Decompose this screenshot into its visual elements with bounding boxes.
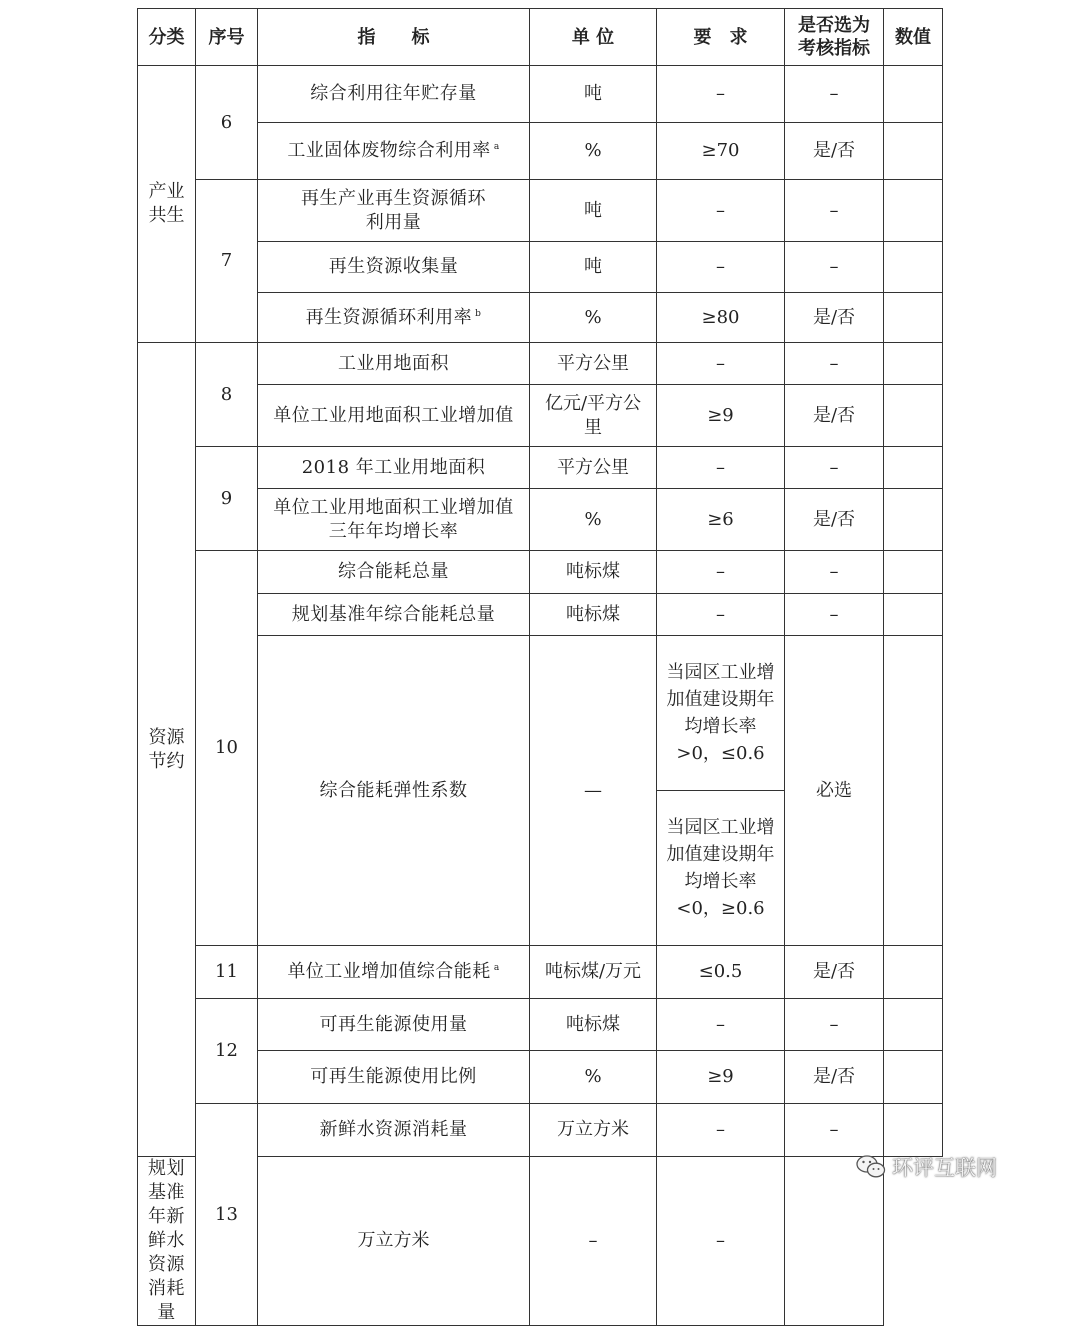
- header-category: 分类: [138, 9, 196, 66]
- indicator-cell: 2018 年工业用地面积: [258, 447, 530, 489]
- unit-cell: %: [530, 293, 657, 343]
- requirement-cell: ≥9: [657, 1051, 785, 1104]
- unit-cell: 平方公里: [530, 343, 657, 385]
- value-cell: [884, 385, 943, 447]
- requirement-cell: 当园区工业增加值建设期年均增长率>0，≤0.6: [657, 636, 785, 791]
- assessment-cell: 是/否: [785, 946, 884, 999]
- header-row: [138, 9, 943, 66]
- category-cell: 产业共生: [138, 66, 196, 343]
- header-value: 数值: [884, 9, 943, 66]
- unit-cell: 万立方米: [258, 1157, 530, 1326]
- table-row: [138, 946, 943, 999]
- indicator-cell: 再生资源收集量: [258, 242, 530, 293]
- unit-cell: 万立方米: [530, 1104, 657, 1157]
- header-seq: 序号: [196, 9, 258, 66]
- indicator-cell: 综合能耗总量: [258, 551, 530, 594]
- assessment-cell: –: [785, 1104, 884, 1157]
- value-cell: [884, 242, 943, 293]
- value-cell: [884, 293, 943, 343]
- table-row: [138, 447, 943, 489]
- value-cell: [884, 489, 943, 551]
- table-row: [138, 242, 943, 293]
- seq-cell: 12: [196, 999, 258, 1104]
- requirement-cell: –: [530, 1157, 657, 1326]
- indicator-cell: 单位工业增加值综合能耗 $^a$: [258, 946, 530, 999]
- requirement-cell: –: [657, 1104, 785, 1157]
- table-row: [138, 343, 943, 385]
- header-unit: 单 位: [530, 9, 657, 66]
- requirement-cell: –: [657, 999, 785, 1051]
- table-row: [138, 1104, 943, 1157]
- value-cell: [884, 551, 943, 594]
- requirement-cell: –: [657, 66, 785, 123]
- assessment-cell: –: [785, 343, 884, 385]
- unit-cell: %: [530, 489, 657, 551]
- assessment-cell: –: [785, 551, 884, 594]
- indicator-cell: 新鲜水资源消耗量: [258, 1104, 530, 1157]
- seq-cell: 8: [196, 343, 258, 447]
- unit-cell: 吨: [530, 66, 657, 123]
- seq-cell: 9: [196, 447, 258, 551]
- value-cell: [884, 946, 943, 999]
- table-row: [138, 123, 943, 180]
- indicator-table: [137, 8, 943, 1326]
- seq-cell: 10: [196, 551, 258, 946]
- header-assessment: [785, 9, 884, 66]
- assessment-cell: –: [785, 180, 884, 242]
- unit-cell: 亿元/平方公里: [530, 385, 657, 447]
- table-row: [138, 385, 943, 447]
- watermark-text: 环评互联网: [892, 1156, 997, 1180]
- unit-cell: 吨标煤: [530, 594, 657, 636]
- assessment-cell: 是/否: [785, 123, 884, 180]
- unit-cell: —: [530, 636, 657, 946]
- assessment-cell: 必选: [785, 636, 884, 946]
- value-cell: [884, 447, 943, 489]
- unit-cell: %: [530, 123, 657, 180]
- value-cell: [884, 999, 943, 1051]
- value-cell: [884, 66, 943, 123]
- indicator-cell: 工业用地面积: [258, 343, 530, 385]
- requirement-cell: ≤0.5: [657, 946, 785, 999]
- table-row: [138, 636, 943, 791]
- unit-cell: 吨: [530, 180, 657, 242]
- requirement-cell: ≥9: [657, 385, 785, 447]
- indicator-cell: 再生资源循环利用率 $^b$: [258, 293, 530, 343]
- requirement-cell: –: [657, 242, 785, 293]
- table-row: [138, 1051, 943, 1104]
- unit-cell: %: [530, 1051, 657, 1104]
- indicator-cell: 综合利用往年贮存量: [258, 66, 530, 123]
- indicator-cell: 规划基准年综合能耗总量: [258, 594, 530, 636]
- indicator-cell: 综合能耗弹性系数: [258, 636, 530, 946]
- requirement-cell: ≥70: [657, 123, 785, 180]
- table-row: [138, 293, 943, 343]
- table-row: [138, 1157, 943, 1326]
- requirement-cell: 当园区工业增加值建设期年均增长率<0，≥0.6: [657, 791, 785, 946]
- table-row: [138, 594, 943, 636]
- assessment-cell: 是/否: [785, 293, 884, 343]
- table-row: [138, 180, 943, 242]
- requirement-cell: ≥80: [657, 293, 785, 343]
- value-cell: [884, 636, 943, 946]
- indicator-cell: 单位工业用地面积工业增加值: [258, 385, 530, 447]
- assessment-cell: –: [785, 242, 884, 293]
- assessment-cell: –: [657, 1157, 785, 1326]
- wechat-icon: [856, 1154, 886, 1180]
- footnote-mark: b: [475, 308, 482, 319]
- value-cell: [884, 180, 943, 242]
- requirement-cell: –: [657, 594, 785, 636]
- category-cell: 资源节约: [138, 343, 196, 1157]
- requirement-cell: ≥6: [657, 489, 785, 551]
- table-row: [138, 489, 943, 551]
- assessment-cell: 是/否: [785, 489, 884, 551]
- footnote-mark: a: [493, 963, 500, 973]
- value-cell: [884, 1104, 943, 1157]
- requirement-cell: –: [657, 343, 785, 385]
- table-row: [138, 66, 943, 123]
- table-row: [138, 999, 943, 1051]
- indicator-cell: 可再生能源使用量: [258, 999, 530, 1051]
- table-row: [138, 551, 943, 594]
- header-indicator: 指 标: [258, 9, 530, 66]
- value-cell: [884, 1051, 943, 1104]
- assessment-cell: –: [785, 594, 884, 636]
- requirement-cell: –: [657, 180, 785, 242]
- indicator-cell: 工业固体废物综合利用率 $^a$: [258, 123, 530, 180]
- unit-cell: 吨标煤: [530, 999, 657, 1051]
- assessment-cell: 是/否: [785, 385, 884, 447]
- header-requirement: 要 求: [657, 9, 785, 66]
- indicator-cell: 再生产业再生资源循环利用量: [258, 180, 530, 242]
- assessment-cell: –: [785, 999, 884, 1051]
- watermark: [856, 1152, 997, 1182]
- unit-cell: 吨标煤/万元: [530, 946, 657, 999]
- seq-cell: 7: [196, 180, 258, 343]
- indicator-cell: 规划基准年新鲜水资源消耗量: [138, 1157, 196, 1326]
- assessment-cell: 是/否: [785, 1051, 884, 1104]
- header-assessment-line2: 考核指标: [798, 38, 870, 59]
- unit-cell: 吨: [530, 242, 657, 293]
- value-cell: [884, 123, 943, 180]
- requirement-cell: –: [657, 551, 785, 594]
- indicator-cell: 可再生能源使用比例: [258, 1051, 530, 1104]
- unit-cell: 吨标煤: [530, 551, 657, 594]
- indicator-cell: 单位工业用地面积工业增加值三年年均增长率: [258, 489, 530, 551]
- seq-cell: 11: [196, 946, 258, 999]
- unit-cell: 平方公里: [530, 447, 657, 489]
- assessment-cell: –: [785, 447, 884, 489]
- seq-cell: 13: [196, 1104, 258, 1326]
- assessment-cell: –: [785, 66, 884, 123]
- value-cell: [884, 343, 943, 385]
- requirement-cell: –: [657, 447, 785, 489]
- value-cell: [884, 594, 943, 636]
- seq-cell: 6: [196, 66, 258, 180]
- header-assessment-line1: 是否选为: [798, 15, 870, 36]
- footnote-mark: a: [493, 142, 500, 152]
